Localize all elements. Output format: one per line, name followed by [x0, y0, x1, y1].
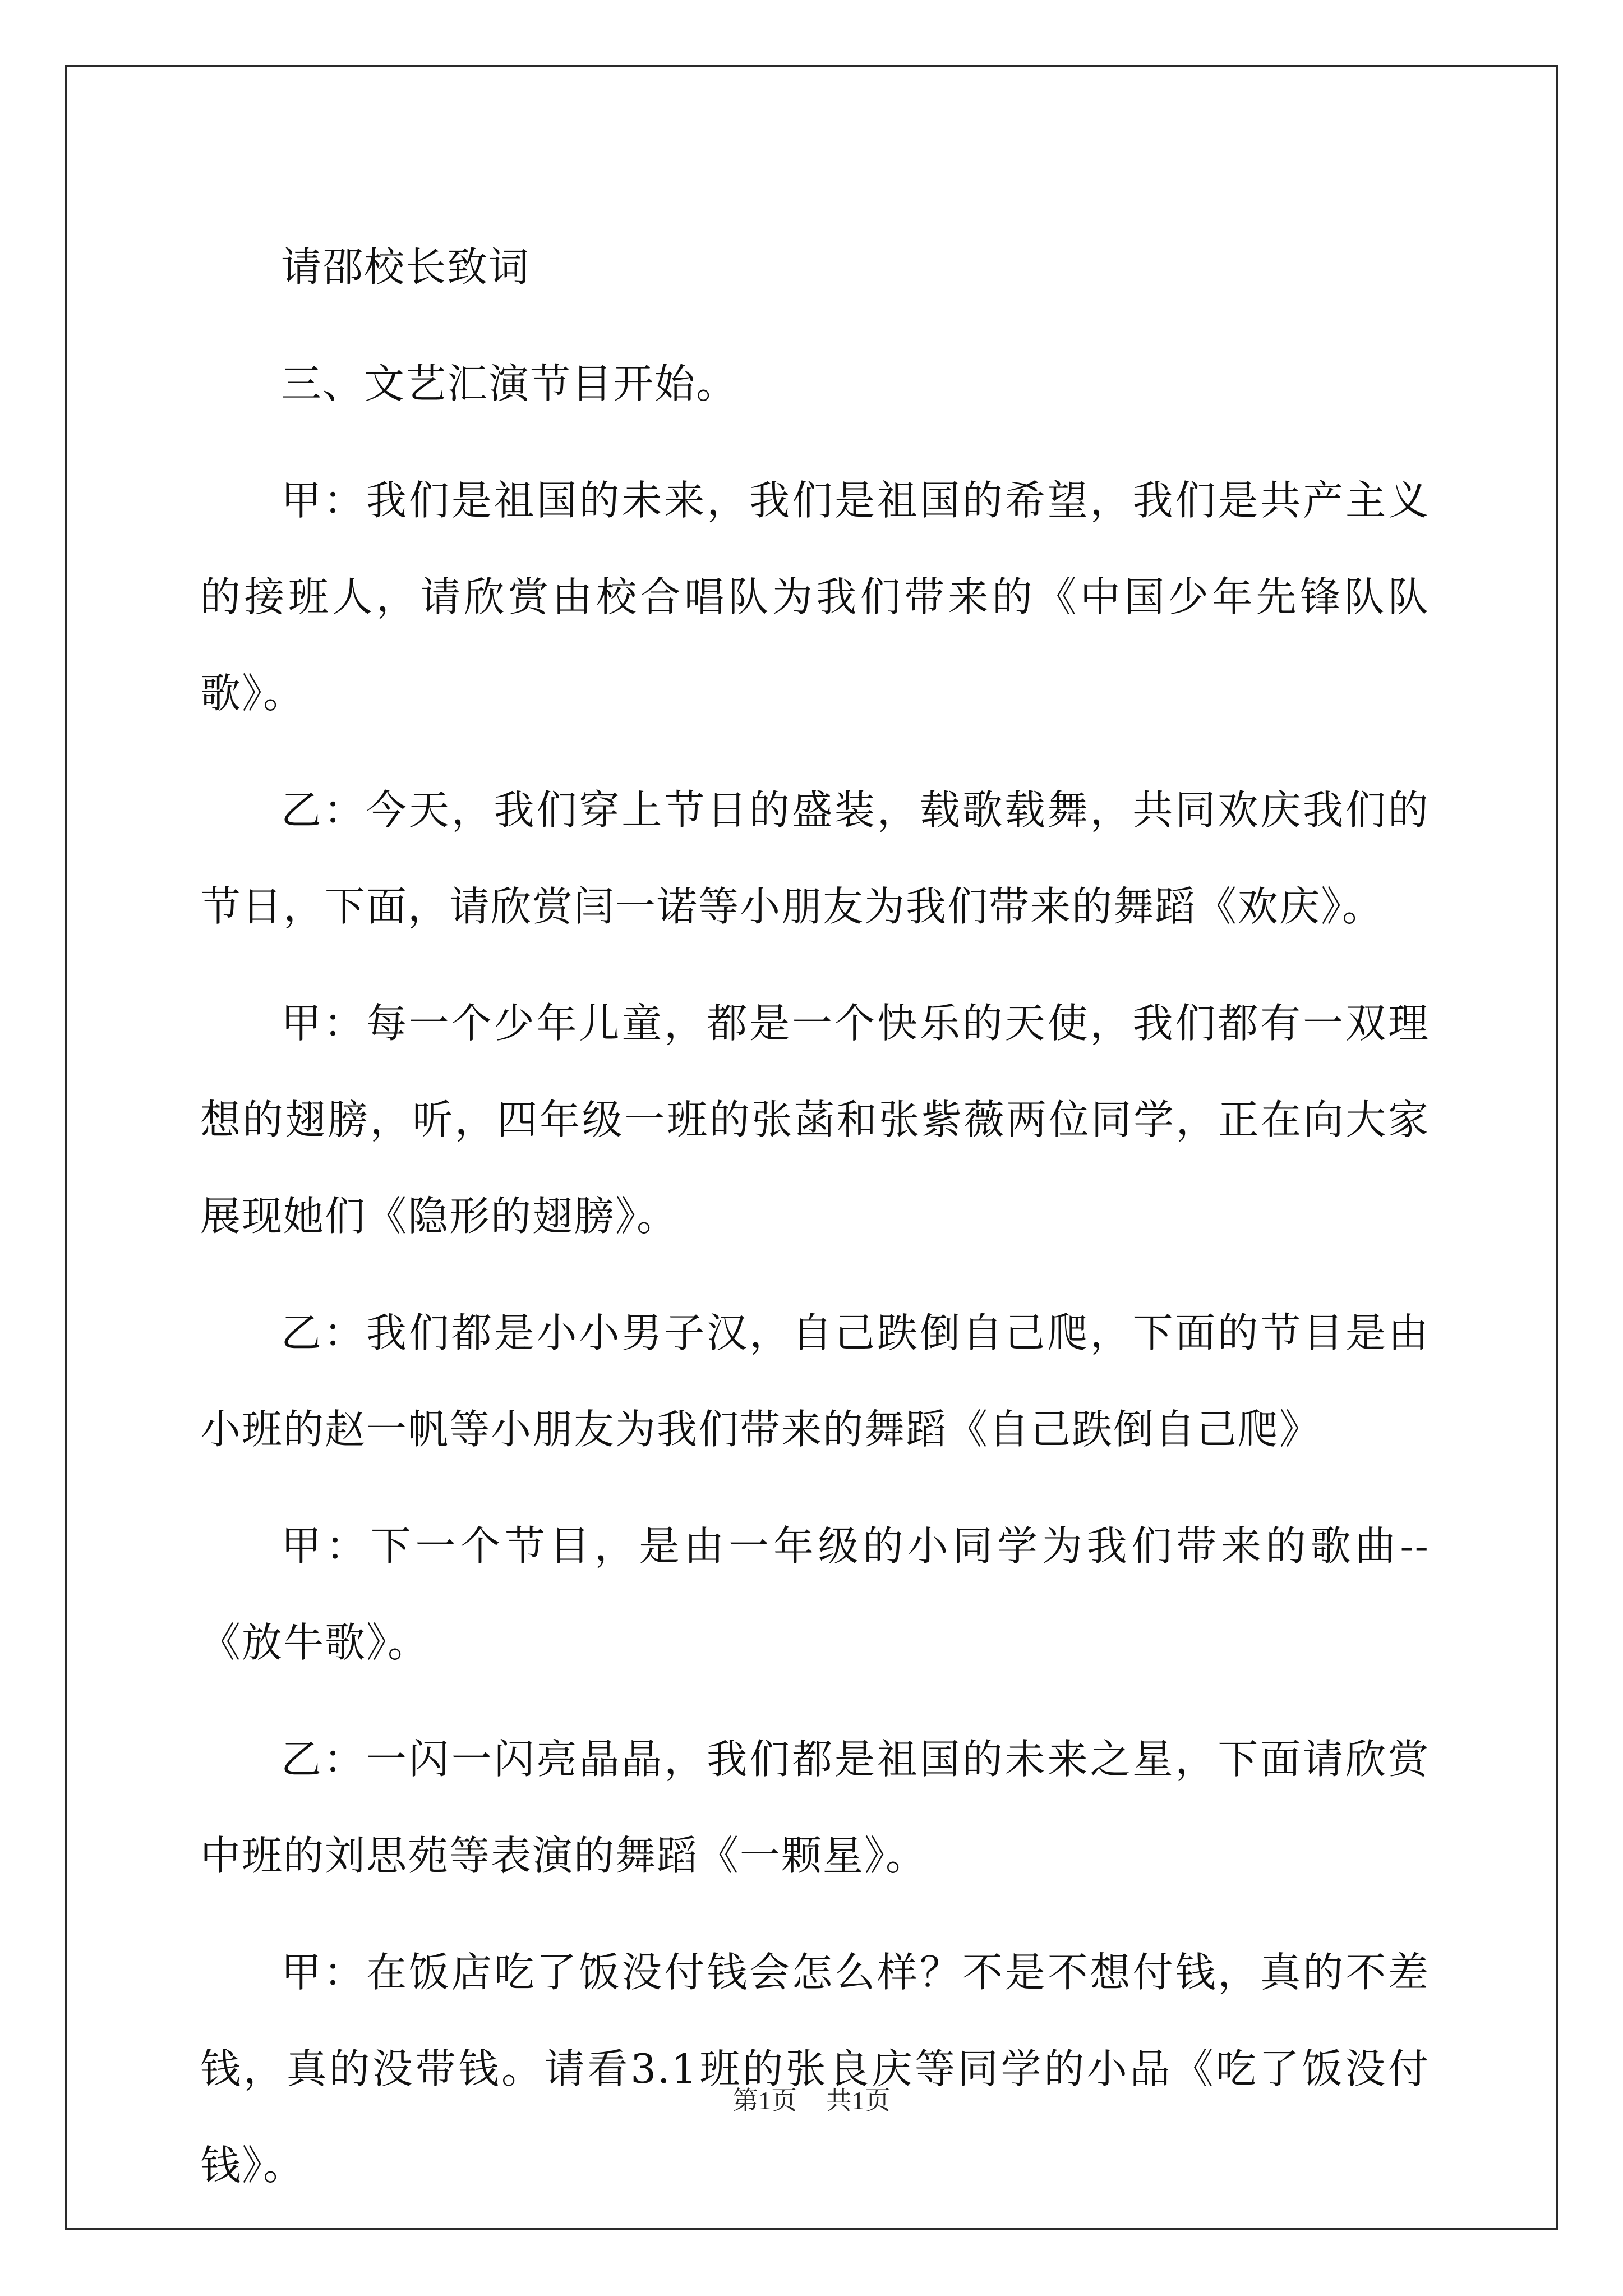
paragraph-host-a-3: 甲：下一个节目，是由一年级的小同学为我们带来的歌曲--《放牛歌》。 — [200, 1522, 1430, 1666]
paragraph-principal-speech: 请邵校长致词 — [281, 243, 531, 291]
page-number-current: 第1页 — [732, 2086, 797, 2115]
document-body — [200, 219, 1430, 2234]
page-number-total: 共1页 — [826, 2086, 891, 2115]
paragraph-host-a-4: 甲：在饭店吃了饭没付钱会怎么样？不是不想付钱，真的不差钱，真的没带钱。请看3.1班的张良庆等同学的小品《吃了饭没付钱》。 — [200, 1949, 1430, 2189]
paragraph-host-b-1: 乙：今天，我们穿上节日的盛装，载歌载舞，共同欢庆我们的节日，下面，请欣赏闫一诺等小朋友为我们带来的舞蹈《欢庆》。 — [200, 786, 1430, 930]
paragraph-host-b-3: 乙：一闪一闪亮晶晶，我们都是祖国的未来之星，下面请欣赏中班的刘思苑等表演的舞蹈《一颗星》。 — [200, 1736, 1430, 1879]
paragraph-host-b-2: 乙：我们都是小小男子汉，自己跌倒自己爬，下面的节目是由小班的赵一帆等小朋友为我们带来的舞蹈《自己跌倒自己爬》 — [200, 1309, 1430, 1453]
paragraph-host-a-1: 甲：我们是祖国的未来，我们是祖国的希望，我们是共产主义的接班人，请欣赏由校合唱队为我们带来的《中国少年先锋队队歌》。 — [200, 477, 1430, 717]
page-footer — [0, 2080, 1623, 2117]
paragraph-host-a-2: 甲：每一个少年儿童，都是一个快乐的天使，我们都有一双理想的翅膀，听，四年级一班的张菡和张紫薇两位同学，正在向大家展现她们《隐形的翅膀》。 — [200, 1000, 1430, 1240]
paragraph-section-heading: 三、文艺汇演节目开始。 — [281, 360, 738, 407]
